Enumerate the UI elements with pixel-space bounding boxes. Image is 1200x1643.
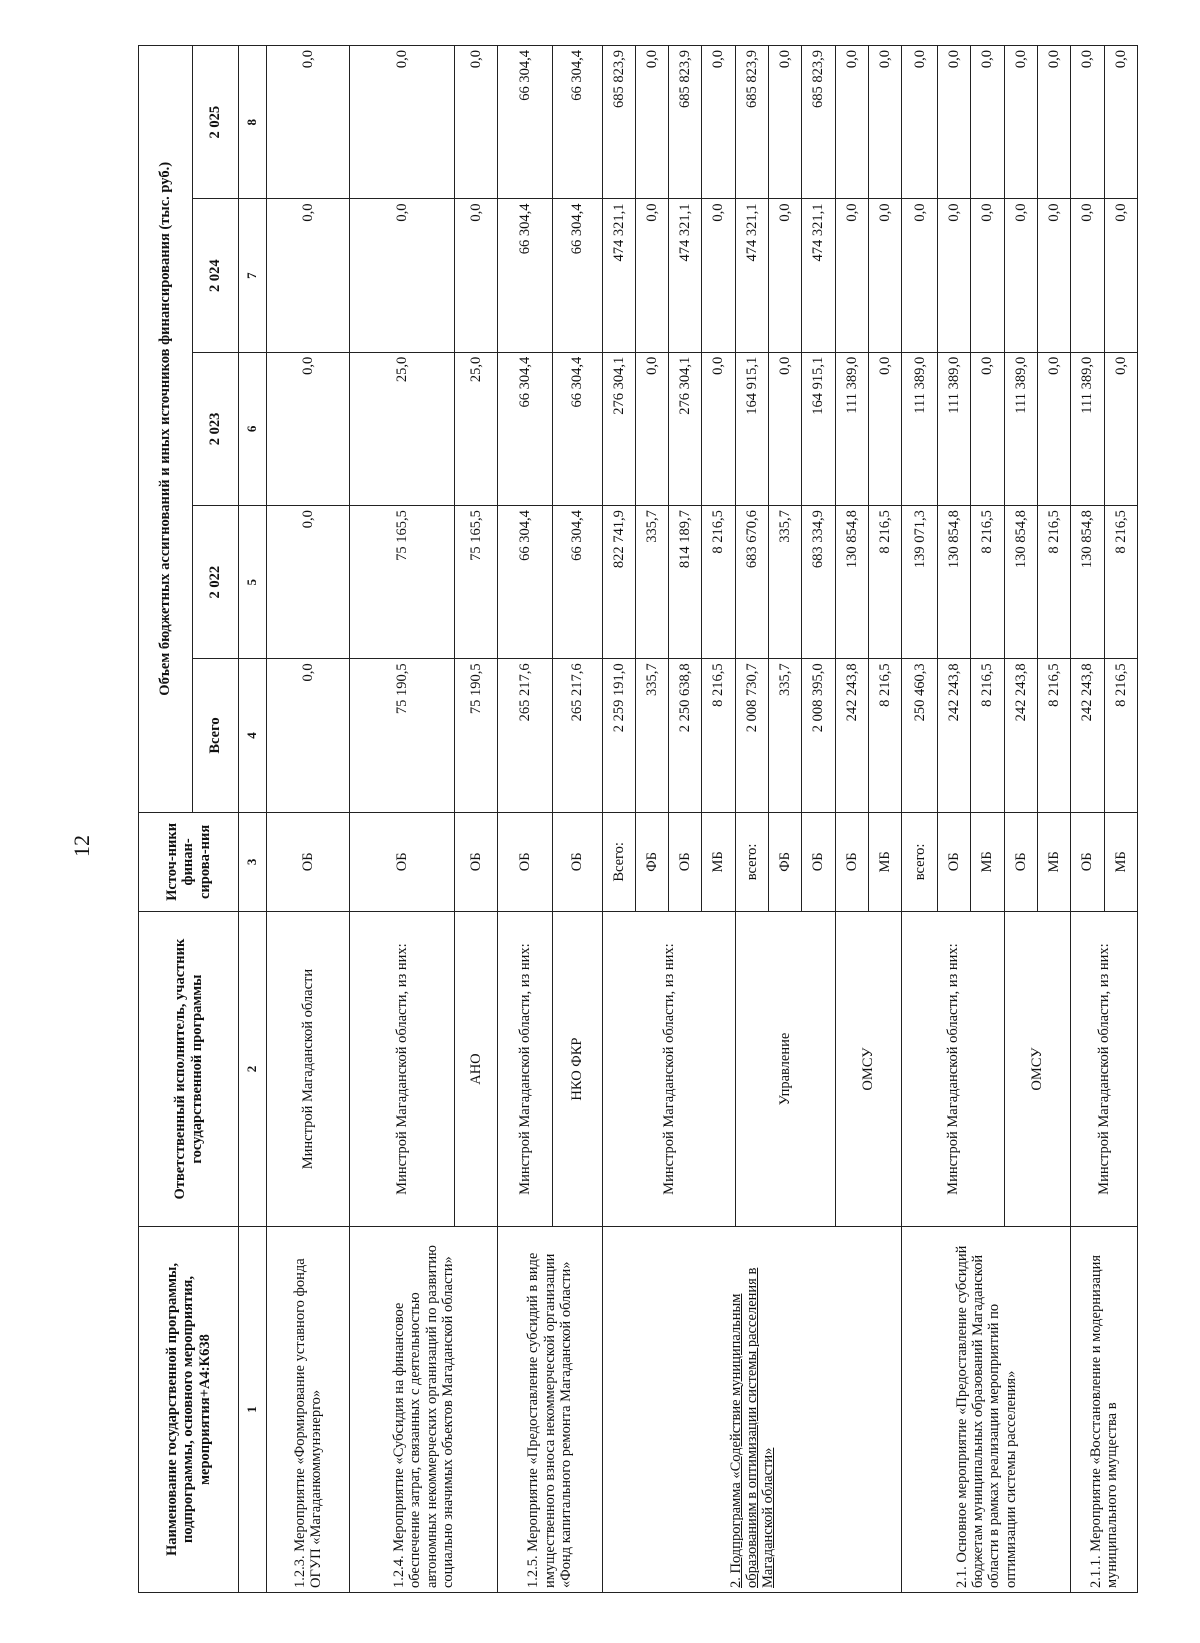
cell-2024: 0,0 <box>869 199 902 352</box>
table-row <box>267 46 350 1593</box>
cell-2024: 0,0 <box>971 199 1004 352</box>
cell-total: 75 190,5 <box>350 659 455 812</box>
cell-2023: 164 915,1 <box>735 352 768 505</box>
header-total: Всего <box>193 659 239 812</box>
row-executor: Минстрой Магаданской области, из них: <box>602 912 735 1227</box>
cell-2025: 685 823,9 <box>735 46 768 199</box>
cell-2022: 75 165,5 <box>350 506 455 659</box>
cell-total: 242 243,8 <box>835 659 868 812</box>
row-executor: Минстрой Магаданской области, из них: <box>497 912 552 1227</box>
column-number: 2 <box>239 912 267 1227</box>
cell-2022: 814 189,7 <box>669 506 702 659</box>
row-executor: НКО ФКР <box>552 912 602 1227</box>
cell-2025: 0,0 <box>1004 46 1037 199</box>
cell-2024: 0,0 <box>267 199 350 352</box>
cell-total: 250 460,3 <box>902 659 938 812</box>
cell-total: 2 008 395,0 <box>802 659 835 812</box>
cell-total: 75 190,5 <box>454 659 497 812</box>
table-row <box>497 46 552 1593</box>
cell-2025: 685 823,9 <box>669 46 702 199</box>
column-number: 1 <box>239 1227 267 1593</box>
cell-2022: 130 854,8 <box>1004 506 1037 659</box>
cell-2022: 66 304,4 <box>552 506 602 659</box>
cell-2025: 0,0 <box>835 46 868 199</box>
cell-2024: 0,0 <box>1104 199 1137 352</box>
row-source: ОБ <box>497 812 552 911</box>
cell-2023: 111 389,0 <box>1071 352 1104 505</box>
cell-2023: 0,0 <box>869 352 902 505</box>
header-year-2024: 2 024 <box>193 199 239 352</box>
header-year-2022: 2 022 <box>193 506 239 659</box>
row-source: ОБ <box>267 812 350 911</box>
cell-2025: 0,0 <box>769 46 802 199</box>
cell-2022: 683 334,9 <box>802 506 835 659</box>
header-source: Источ-ники финан-сирова-ния <box>139 812 239 911</box>
row-name: 1.2.4. Мероприятие «Субсидия на финансовое обеспечение затрат, связанных с деятельностью автономных некоммерческих организаций по развитию социально значимых объектов Магаданской области» <box>350 1227 498 1593</box>
cell-2023: 111 389,0 <box>938 352 971 505</box>
row-source: МБ <box>1037 812 1070 911</box>
cell-total: 8 216,5 <box>702 659 735 812</box>
cell-2025: 0,0 <box>938 46 971 199</box>
cell-2022: 66 304,4 <box>497 506 552 659</box>
cell-2025: 0,0 <box>971 46 1004 199</box>
header-year-2023: 2 023 <box>193 352 239 505</box>
row-source: МБ <box>971 812 1004 911</box>
row-source: МБ <box>702 812 735 911</box>
row-source: Всего: <box>602 812 635 911</box>
cell-2025: 0,0 <box>454 46 497 199</box>
column-number: 8 <box>239 46 267 199</box>
column-number: 3 <box>239 812 267 911</box>
column-number: 4 <box>239 659 267 812</box>
cell-total: 2 250 638,8 <box>669 659 702 812</box>
row-source: ОБ <box>669 812 702 911</box>
cell-2025: 685 823,9 <box>602 46 635 199</box>
cell-2022: 8 216,5 <box>971 506 1004 659</box>
cell-total: 8 216,5 <box>869 659 902 812</box>
header-executor: Ответственный исполнитель, участник государственной программы <box>139 912 239 1227</box>
cell-total: 2 008 730,7 <box>735 659 768 812</box>
cell-2024: 474 321,1 <box>802 199 835 352</box>
cell-2023: 66 304,4 <box>552 352 602 505</box>
cell-2022: 335,7 <box>635 506 668 659</box>
cell-2023: 0,0 <box>1104 352 1137 505</box>
cell-2022: 335,7 <box>769 506 802 659</box>
cell-total: 2 259 191,0 <box>602 659 635 812</box>
row-source: всего: <box>902 812 938 911</box>
cell-2022: 130 854,8 <box>1071 506 1104 659</box>
cell-2023: 276 304,1 <box>669 352 702 505</box>
cell-total: 242 243,8 <box>938 659 971 812</box>
cell-2025: 0,0 <box>267 46 350 199</box>
row-source: ФБ <box>635 812 668 911</box>
cell-total: 265 217,6 <box>497 659 552 812</box>
row-source: всего: <box>735 812 768 911</box>
cell-2024: 0,0 <box>454 199 497 352</box>
row-executor: ОМСУ <box>835 912 902 1227</box>
cell-2023: 66 304,4 <box>497 352 552 505</box>
cell-2023: 0,0 <box>1037 352 1070 505</box>
cell-total: 0,0 <box>267 659 350 812</box>
cell-2025: 0,0 <box>1071 46 1104 199</box>
cell-2024: 0,0 <box>1004 199 1037 352</box>
row-source: ОБ <box>1071 812 1104 911</box>
table-row <box>1071 46 1104 1593</box>
cell-2024: 0,0 <box>902 199 938 352</box>
row-executor: ОМСУ <box>1004 912 1071 1227</box>
cell-total: 8 216,5 <box>1104 659 1137 812</box>
cell-total: 335,7 <box>769 659 802 812</box>
cell-2024: 0,0 <box>350 199 455 352</box>
cell-2023: 0,0 <box>702 352 735 505</box>
cell-2024: 0,0 <box>1071 199 1104 352</box>
row-name: 1.2.3. Мероприятие «Формирование уставного фонда ОГУП «Магаданкоммунэнерго» <box>267 1227 350 1593</box>
cell-2022: 8 216,5 <box>1104 506 1137 659</box>
cell-2022: 130 854,8 <box>938 506 971 659</box>
page-number: 12 <box>69 835 94 857</box>
cell-2023: 0,0 <box>267 352 350 505</box>
cell-total: 265 217,6 <box>552 659 602 812</box>
row-executor: АНО <box>454 912 497 1227</box>
cell-2022: 130 854,8 <box>835 506 868 659</box>
cell-2022: 0,0 <box>267 506 350 659</box>
cell-2023: 25,0 <box>350 352 455 505</box>
cell-2023: 164 915,1 <box>802 352 835 505</box>
column-number: 5 <box>239 506 267 659</box>
cell-2025: 0,0 <box>702 46 735 199</box>
cell-total: 8 216,5 <box>1037 659 1070 812</box>
row-executor: Минстрой Магаданской области <box>267 912 350 1227</box>
row-source: МБ <box>1104 812 1137 911</box>
cell-total: 242 243,8 <box>1004 659 1037 812</box>
cell-2024: 66 304,4 <box>552 199 602 352</box>
table-row <box>350 46 455 1593</box>
row-source: ОБ <box>938 812 971 911</box>
cell-2024: 66 304,4 <box>497 199 552 352</box>
column-number: 7 <box>239 199 267 352</box>
header-name: Наименование государственной программы, подпрограммы, основного мероприятия, мероприятия+А4:К638 <box>139 1227 239 1593</box>
row-source: ОБ <box>835 812 868 911</box>
cell-2025: 0,0 <box>1037 46 1070 199</box>
cell-2024: 0,0 <box>702 199 735 352</box>
cell-2023: 0,0 <box>971 352 1004 505</box>
cell-2022: 8 216,5 <box>1037 506 1070 659</box>
cell-2022: 8 216,5 <box>869 506 902 659</box>
cell-2024: 0,0 <box>835 199 868 352</box>
cell-2024: 474 321,1 <box>669 199 702 352</box>
cell-2022: 139 071,3 <box>902 506 938 659</box>
cell-2022: 683 670,6 <box>735 506 768 659</box>
row-executor: Минстрой Магаданской области, из них: <box>1071 912 1138 1227</box>
cell-2023: 111 389,0 <box>902 352 938 505</box>
cell-2023: 25,0 <box>454 352 497 505</box>
cell-2025: 66 304,4 <box>552 46 602 199</box>
row-source: ОБ <box>802 812 835 911</box>
row-executor: Управление <box>735 912 835 1227</box>
row-source: ОБ <box>350 812 455 911</box>
cell-2023: 111 389,0 <box>1004 352 1037 505</box>
row-source: МБ <box>869 812 902 911</box>
row-source: ОБ <box>552 812 602 911</box>
row-source: ОБ <box>454 812 497 911</box>
cell-2025: 0,0 <box>350 46 455 199</box>
row-source: ФБ <box>769 812 802 911</box>
cell-2024: 474 321,1 <box>602 199 635 352</box>
row-executor: Минстрой Магаданской области, из них: <box>350 912 455 1227</box>
table-row <box>902 46 938 1593</box>
cell-2023: 276 304,1 <box>602 352 635 505</box>
cell-2023: 111 389,0 <box>835 352 868 505</box>
cell-2025: 66 304,4 <box>497 46 552 199</box>
row-source: ОБ <box>1004 812 1037 911</box>
row-name: 2.1.1. Мероприятие «Восстановление и модернизация муниципального имущества в <box>1071 1227 1138 1593</box>
cell-2024: 0,0 <box>635 199 668 352</box>
header-year-2025: 2 025 <box>193 46 239 199</box>
row-executor: Минстрой Магаданской области, из них: <box>902 912 1004 1227</box>
cell-2025: 0,0 <box>902 46 938 199</box>
row-name: 2. Подпрограмма «Содействие муниципальным образованиям в оптимизации системы расселения в Магаданской области» <box>602 1227 902 1593</box>
header-budget-group: Объем бюджетных ассигнований и иных источников финансирования (тыс. руб.) <box>139 46 193 813</box>
cell-2022: 822 741,9 <box>602 506 635 659</box>
budget-table <box>138 45 1138 1593</box>
cell-2024: 474 321,1 <box>735 199 768 352</box>
cell-2025: 0,0 <box>1104 46 1137 199</box>
column-number: 6 <box>239 352 267 505</box>
cell-2024: 0,0 <box>1037 199 1070 352</box>
cell-2022: 8 216,5 <box>702 506 735 659</box>
cell-total: 242 243,8 <box>1071 659 1104 812</box>
cell-2023: 0,0 <box>635 352 668 505</box>
cell-2025: 0,0 <box>635 46 668 199</box>
cell-total: 335,7 <box>635 659 668 812</box>
row-name: 1.2.5. Мероприятие «Предоставление субсидий в виде имущественного взноса некоммерческой организации «Фонд капитального ремонта Магаданской области» <box>497 1227 602 1593</box>
cell-2024: 0,0 <box>769 199 802 352</box>
cell-2025: 0,0 <box>869 46 902 199</box>
cell-total: 8 216,5 <box>971 659 1004 812</box>
cell-2022: 75 165,5 <box>454 506 497 659</box>
cell-2024: 0,0 <box>938 199 971 352</box>
cell-2025: 685 823,9 <box>802 46 835 199</box>
table-row <box>602 46 635 1593</box>
cell-2023: 0,0 <box>769 352 802 505</box>
row-name: 2.1. Основное мероприятие «Предоставление субсидий бюджетам муниципальных образований Магаданской области в рамках реализации мероприятий по оптимизации системы расселения» <box>902 1227 1071 1593</box>
rotated-table-frame <box>138 45 1138 1593</box>
